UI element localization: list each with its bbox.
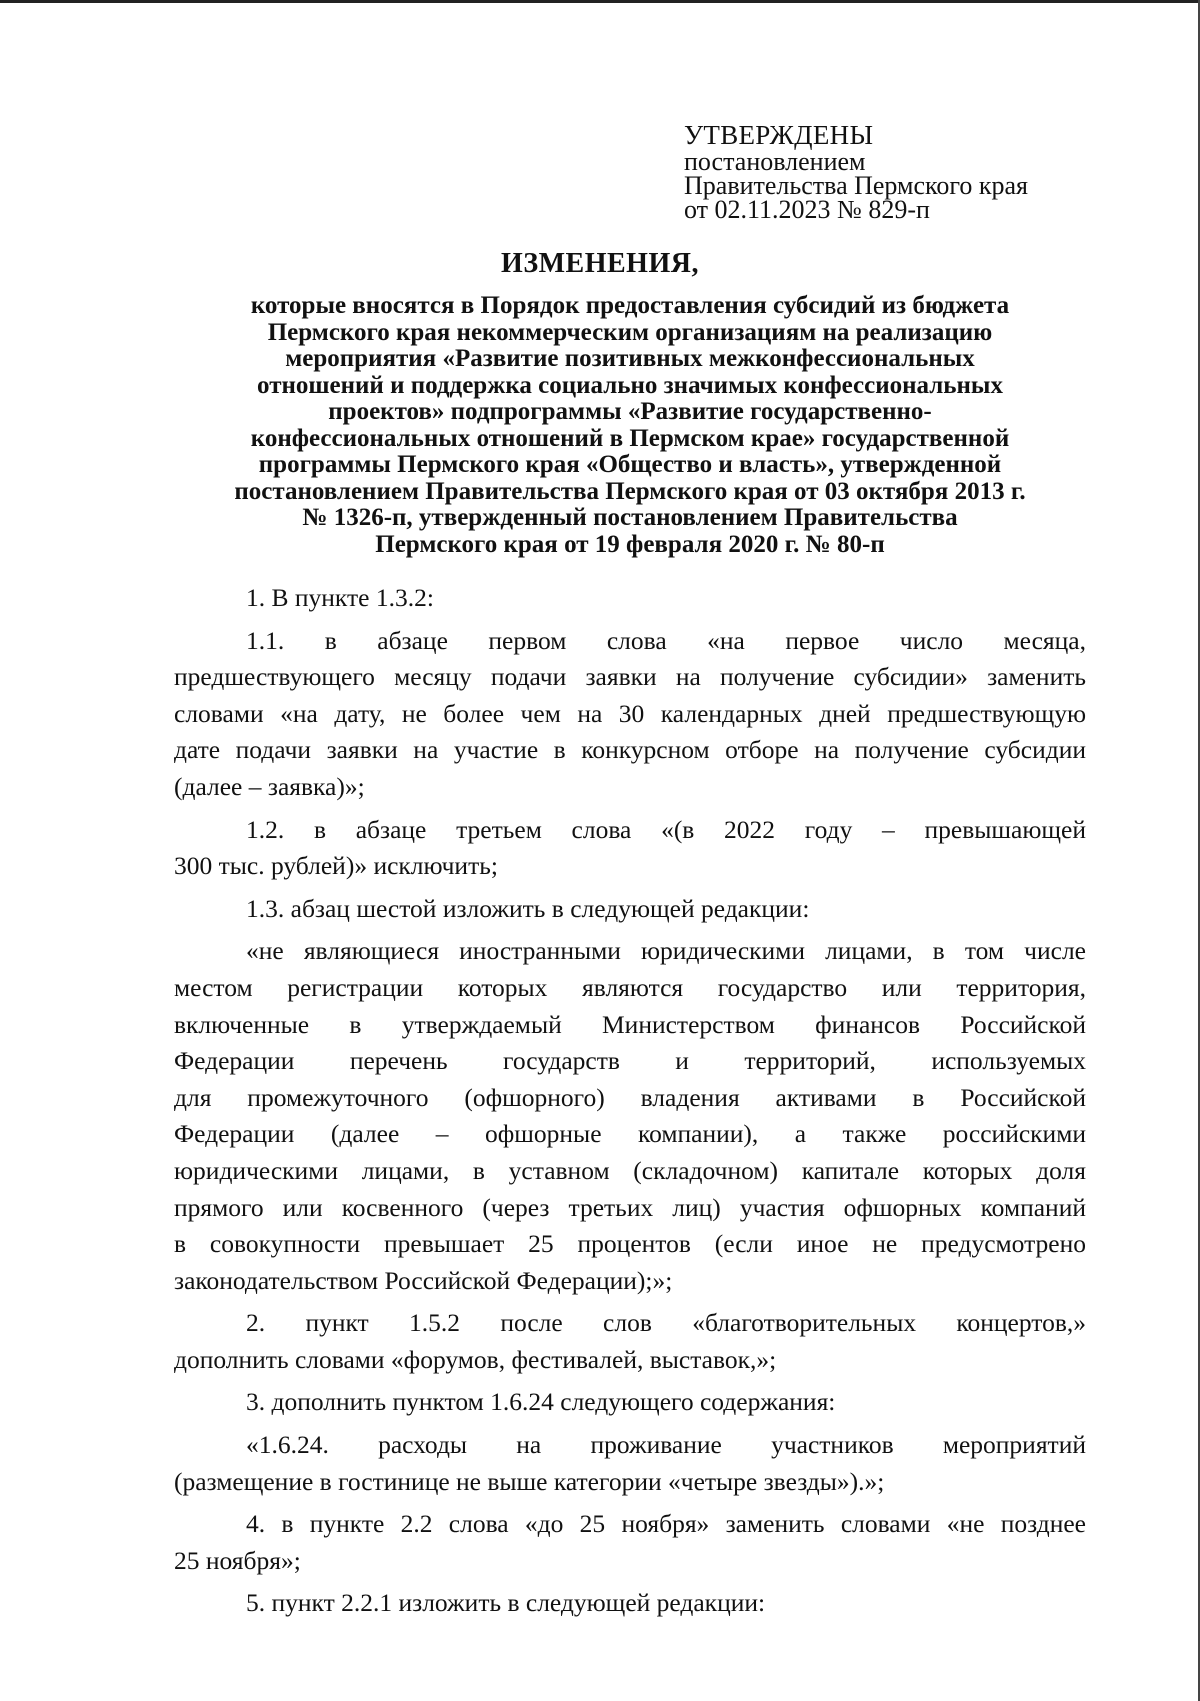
quote-2-line: (размещение в гостинице не выше категории «четыре звезды»).»; xyxy=(174,1466,885,1496)
approval-line: постановлением xyxy=(684,147,866,176)
quote-1-line: законодательством Российской Федерации);»; xyxy=(174,1265,673,1295)
paragraph-2-line: дополнить словами «форумов, фестивалей, выставок,»; xyxy=(174,1344,777,1374)
paragraph-1-1-line: дате подачи заявки на участие в конкурсном отборе на получение субсидии xyxy=(174,735,1086,765)
quote-1-line: местом регистрации которых являются государство или территория, xyxy=(174,972,1086,1002)
paragraph-1: 1. В пункте 1.3.2: xyxy=(246,583,434,612)
paragraph-1-1-line: 1.1. в абзаце первом слова «на первое число месяца, xyxy=(246,625,1086,655)
document-subtitle xyxy=(170,293,1090,558)
subtitle-line: отношений и поддержка социально значимых конфессиональных xyxy=(257,371,1003,399)
quote-2-line: «1.6.24. расходы на проживание участников мероприятий xyxy=(246,1430,1086,1460)
subtitle-line: проектов» подпрограммы «Развитие государственно- xyxy=(328,398,932,425)
subtitle-line: Пермского края от 19 февраля 2020 г. № 80-п xyxy=(375,530,885,558)
paragraph-1-1-line: словами «на дату, не более чем на 30 календарных дней предшествующую xyxy=(174,698,1086,728)
document-title: ИЗМЕНЕНИЯ, xyxy=(501,248,699,279)
approval-block xyxy=(684,120,1028,222)
paragraph-1-1-line: предшествующего месяцу подачи заявки на получение субсидии» заменить xyxy=(174,662,1086,692)
subtitle-line: постановлением Правительства Пермского края от 03 октября 2013 г. xyxy=(234,477,1026,505)
paragraph-1-2-line: 1.2. в абзаце третьем слова «(в 2022 году – превышающей xyxy=(246,814,1086,844)
subtitle-line: конфессиональных отношений в Пермском крае» государственной xyxy=(250,424,1010,452)
quote-1-line: юридическими лицами, в уставном (складочном) капитале которых доля xyxy=(174,1155,1086,1185)
subtitle-line: программы Пермского края «Общество и власть», утвержденной xyxy=(258,451,1002,478)
subtitle-line: № 1326-п, утвержденный постановлением Правительства xyxy=(302,504,958,531)
quote-1-line: включенные в утверждаемый Министерством финансов Российской xyxy=(174,1009,1086,1039)
scan-edge-top xyxy=(0,0,1200,3)
quote-1-line: Федерации (далее – офшорные компании), а также российскими xyxy=(174,1119,1086,1149)
paragraph-1-1-line: (далее – заявка)»; xyxy=(174,771,365,801)
paragraph-1-3: 1.3. абзац шестой изложить в следующей редакции: xyxy=(246,893,810,923)
paragraph-5: 5. пункт 2.2.1 изложить в следующей редакции: xyxy=(246,1588,766,1618)
approval-date: от 02.11.2023 № 829-п xyxy=(684,195,930,224)
paragraph-4-line: 4. в пункте 2.2 слова «до 25 ноября» заменить словами «не позднее xyxy=(246,1509,1086,1539)
quote-1-line: «не являющиеся иностранными юридическими лицами, в том числе xyxy=(246,936,1086,966)
paragraph-3: 3. дополнить пунктом 1.6.24 следующего содержания: xyxy=(246,1387,836,1417)
paragraph-1-2-line: 300 тыс. рублей)» исключить; xyxy=(174,851,498,881)
paragraph-4-line: 25 ноября»; xyxy=(174,1545,301,1575)
subtitle-line: Пермского края некоммерческим организациям на реализацию xyxy=(267,318,993,346)
subtitle-line: которые вносятся в Порядок предоставления субсидий из бюджета xyxy=(250,292,1010,319)
quote-1-line: Федерации перечень государств и территорий, используемых xyxy=(174,1046,1086,1076)
paragraph-2-line: 2. пункт 1.5.2 после слов «благотворительных концертов,» xyxy=(246,1308,1086,1338)
quote-1-line: в совокупности превышает 25 процентов (если иное не предусмотрено xyxy=(174,1229,1086,1259)
quote-1-line: для промежуточного (офшорного) владения активами в Российской xyxy=(174,1082,1086,1112)
document-body xyxy=(174,580,1086,1622)
approval-line: Правительства Пермского края xyxy=(684,171,1028,200)
quote-1-line: прямого или косвенного (через третьих лиц) участия офшорных компаний xyxy=(174,1192,1086,1222)
approval-heading: УТВЕРЖДЕНЫ xyxy=(684,120,874,150)
subtitle-line: мероприятия «Развитие позитивных межконфессиональных xyxy=(285,345,975,372)
